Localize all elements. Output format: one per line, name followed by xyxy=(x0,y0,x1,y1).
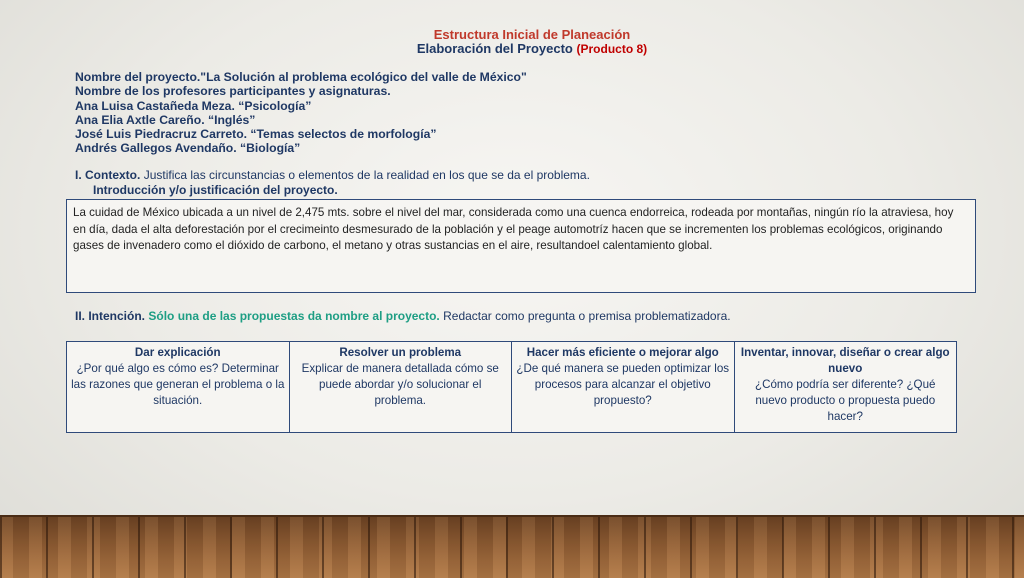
intention-label: II. Intención. xyxy=(75,309,146,323)
teacher-item: Ana Luisa Castañeda Meza. “Psicología” xyxy=(75,98,312,113)
page-subtitle xyxy=(0,41,1024,56)
proposal-heading: Resolver un problema xyxy=(339,346,462,359)
context-subheading: Introducción y/o justificación del proyecto. xyxy=(93,182,338,197)
proposal-heading: Hacer más eficiente o mejorar algo xyxy=(526,346,719,359)
proposal-heading: Dar explicación xyxy=(134,346,221,359)
proposal-body: ¿Cómo podría ser diferente? ¿Qué nuevo producto o propuesta puedo hacer? xyxy=(755,378,936,423)
intention-highlight: Sólo una de las propuestas da nombre al proyecto. xyxy=(148,309,440,323)
project-info xyxy=(75,70,527,156)
proposals-table xyxy=(66,341,957,433)
context-label: I. Contexto. xyxy=(75,168,141,182)
proposal-body: ¿De qué manera se pueden optimizar los procesos para alcanzar el objetivo propuesto? xyxy=(516,362,730,407)
intention-instruction: Redactar como pregunta o premisa problematizadora. xyxy=(443,309,731,323)
proposal-cell xyxy=(734,342,957,433)
page-title: Estructura Inicial de Planeación xyxy=(433,27,631,42)
context-instruction: Justifica las circunstancias o elementos de la realidad en los que se da el problema. xyxy=(143,168,590,182)
teacher-item: Andrés Gallegos Avendaño. “Biología” xyxy=(75,141,301,156)
teacher-item: Ana Elia Axtle Careño. “Inglés” xyxy=(75,112,256,127)
wood-floor-background xyxy=(0,515,1024,578)
proposal-body: Explicar de manera detallada cómo se puede abordar y/o solucionar el problema. xyxy=(301,362,499,407)
proposal-cell xyxy=(67,342,290,433)
teachers-heading: Nombre de los profesores participantes y asignaturas. xyxy=(75,84,391,99)
proposal-heading: Inventar, innovar, diseñar o crear algo nuevo xyxy=(740,346,950,375)
subtitle-text: Elaboración del Proyecto xyxy=(416,41,573,56)
intention-section xyxy=(75,309,731,323)
context-textbox: La cuidad de México ubicada a un nivel de 2,475 mts. sobre el nivel del mar, considerada como una cuenca endorreica, rodeada por montañas, ningún río la atraviesa, hoy en día, dada el alta deforestación por el crecimeinto desmesurado de la población y el peage automotríz hacen que se incrementen los problemas ecológicos, originando gases de invenadero como el dióxido de carbono, el metano y otras sustancias en el aire, resultandoel calentamiento global. xyxy=(66,199,976,293)
project-name: Nombre del proyecto."La Solución al problema ecológico del valle de México" xyxy=(75,70,527,84)
teacher-item: José Luis Piedracruz Carreto. “Temas selectos de morfología” xyxy=(75,127,437,142)
product-label: (Producto 8) xyxy=(576,42,648,56)
proposal-cell xyxy=(289,342,512,433)
context-section xyxy=(75,168,590,197)
proposal-cell xyxy=(512,342,735,433)
proposal-body: ¿Por qué algo es cómo es? Determinar las razones que generan el problema o la situación. xyxy=(71,362,285,407)
